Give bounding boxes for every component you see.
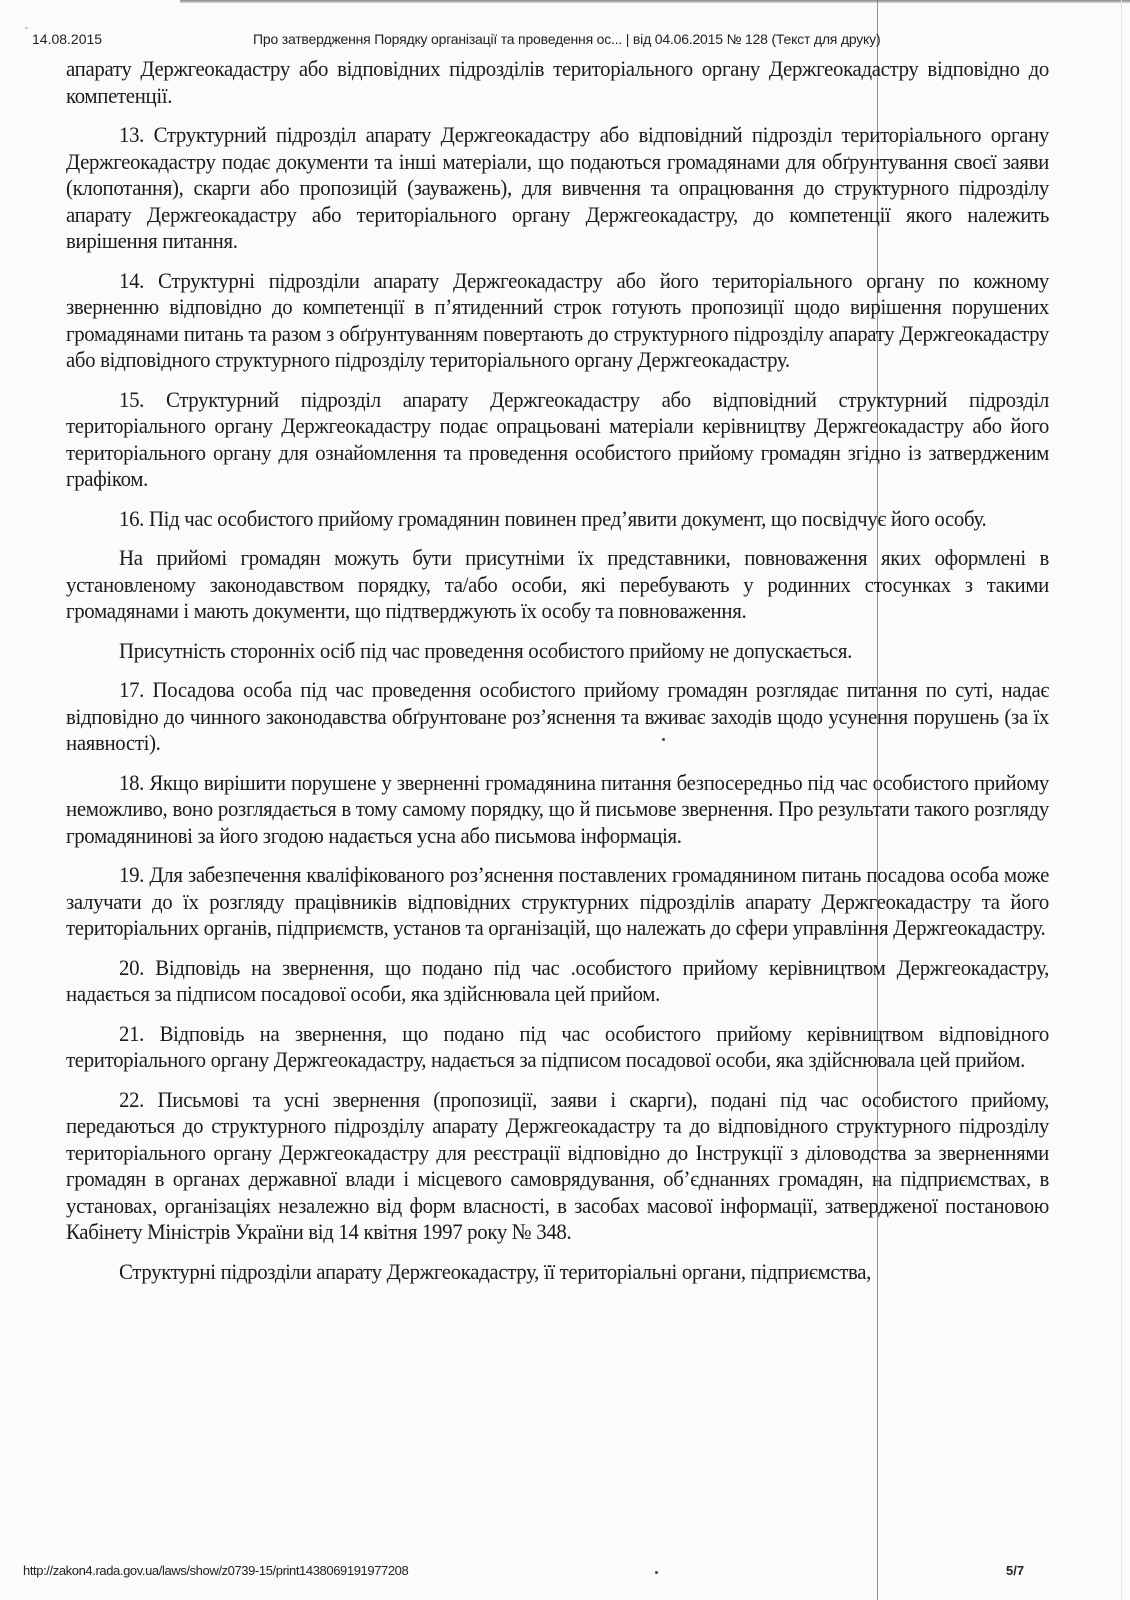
- paragraph-17: 17. Посадова особа під час проведення особистого прийому громадян розглядає питання по суті, надає відповідно до чинного законодавства обґрунтоване роз’яснення та вживає заходів щодо усунення порушень (за їх наявності).: [66, 677, 1050, 755]
- paragraph: Присутність сторонніх осіб під час проведення особистого прийому не допускається.: [119, 637, 852, 663]
- scan-speck: [662, 738, 665, 741]
- scan-mark: ˇ: [25, 26, 28, 36]
- paragraph-22: 22. Письмові та усні звернення (пропозиції, заяви і скарги), подані під час особистого прийому, передаються до структурного підрозділу апарату Держгеокадастру та до відповідного структурного підрозділу територіального органу Держгеокадастру для реєстрації відповідно до Інструкції з діловодства за зверненнями громадян в органах державної влади і місцевого самоврядування, об’єднаннях громадян, на підприємствах, в установах, організаціях незалежно від форм власності, в засобах масової інформації, затвердженої постановою Кабінету Міністрів України від 14 квітня 1997 року № 348.: [66, 1086, 1050, 1244]
- document-body: [66, 56, 1049, 1298]
- paragraph-14: 14. Структурні підрозділи апарату Держгеокадастру або його територіального органу по кожному зверненню відповідно до компетенції в п’ятиденний строк готують пропозиції щодо вирішення порушених громадянами питань та разом з обґрунтуванням повертають до структурного підрозділу апарату Держгеокадастру або відповідного структурного підрозділу територіального органу Держгеокадастру.: [66, 267, 1050, 372]
- paragraph: апарату Держгеокадастру або відповідних підрозділів територіального органу Держгеокадастру відповідно до компетенції.: [66, 56, 1050, 108]
- print-header: [0, 26, 1130, 51]
- paragraph-21: 21. Відповідь на звернення, що подано під час особистого прийому керівництвом відповідного територіального органу Держгеокадастру, надається за підписом посадової особи, яка здійснювала цей прийом.: [66, 1020, 1050, 1072]
- paragraph-18: 18. Якщо вирішити порушене у зверненні громадянина питання безпосередньо під час особистого прийому неможливо, воно розглядається в тому самому порядку, що й письмове звернення. Про результати такого розгляду громадянинові за його згодою надається усна або письмова інформація.: [66, 769, 1050, 848]
- paragraph-16: 16. Під час особистого прийому громадянин повинен пред’явити документ, що посвідчує його особу.: [119, 505, 987, 531]
- print-date: 14.08.2015: [32, 31, 103, 47]
- scan-edge-right: [1121, 0, 1122, 1600]
- paragraph: На прийомі громадян можуть бути присутніми їх представники, повноваження яких оформлені в установленому законодавством порядку, та/або особи, які перебувають у родинних стосунках з такими громадянами і мають документи, що підтверджують їх особу та повноваження.: [66, 545, 1050, 623]
- paragraph: Структурні підрозділи апарату Держгеокадастру, її територіальні органи, підприємства,: [119, 1258, 872, 1284]
- document-title: Про затвердження Порядку організації та проведення ос... | від 04.06.2015 № 128 (Текст для друку): [253, 31, 881, 47]
- page-number: 5/7: [1006, 1563, 1025, 1578]
- paragraph-19: 19. Для забезпечення кваліфікованого роз’яснення поставлених громадянином питань посадова особа може залучати до їх розгляду працівників відповідних структурних підрозділів апарату Держгеокадастру та його територіальних органів, підприємств, установ та організацій, що належать до сфери управління Держгеокадастру.: [66, 862, 1050, 940]
- scan-edge-top: [180, 0, 1130, 3]
- paragraph-20: 20. Відповідь на звернення, що подано під час .особистого прийому керівництвом Держгеокадастру, надається за підписом посадової особи, яка здійснювала цей прийом.: [66, 954, 1050, 1006]
- print-footer: [0, 1563, 1130, 1583]
- source-url: http://zakon4.rada.gov.ua/laws/show/z0739-15/print1438069191977208: [23, 1563, 409, 1578]
- paragraph-15: 15. Структурний підрозділ апарату Держгеокадастру або відповідний структурний підрозділ територіального органу Держгеокадастру подає опрацьовані матеріали керівництву Держгеокадастру або його територіального органу для ознайомлення та проведення особистого прийому громадян згідно із затвердженим графіком.: [66, 386, 1050, 491]
- paragraph-13: 13. Структурний підрозділ апарату Держгеокадастру або відповідний підрозділ територіального органу Держгеокадастру подає документи та інші матеріали, що подаються громадянами для обґрунтування своєї заяви (клопотання), скарги або пропозицій (зауважень), для вивчення та опрацювання до структурного підрозділу апарату Держгеокадастру або територіального органу Держгеокадастру, до компетенції якого належить вирішення питання.: [66, 122, 1050, 253]
